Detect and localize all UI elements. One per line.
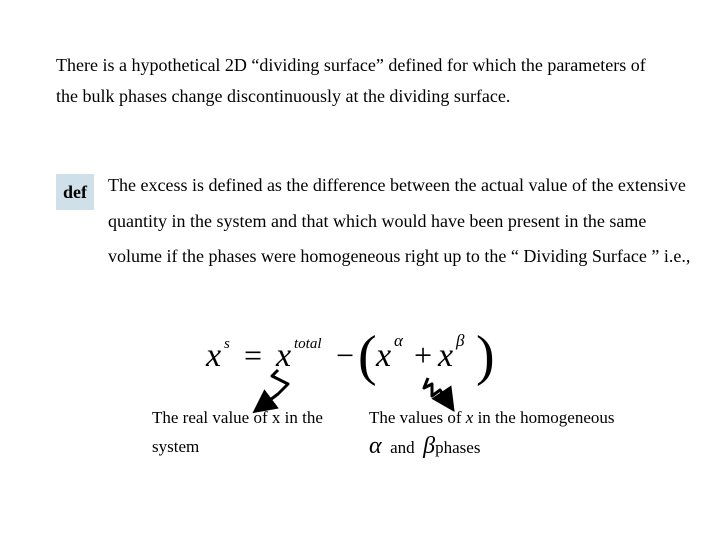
eq-x-s: x [206,337,222,374]
note-beta: β [423,433,436,459]
def-label: def [63,181,87,202]
eq-sup-s: s [224,336,230,352]
eq-minus: − [336,337,355,373]
eq-x-alpha: x [376,337,392,374]
note-phases: phases [435,438,481,457]
note-and: and [390,438,415,457]
note-homogeneous-line2 [369,432,689,462]
eq-sup-total: total [294,336,322,352]
definition-paragraph: The excess is defined as the difference between the actual value of the extensive quantity in the system and that which would have been present in the same volume if the phases were homogeneous right up to the “ Dividing Surface ” i.e., [108,175,691,266]
note-real-value: The real value of x in the system [152,408,323,456]
eq-sup-beta: β [456,331,465,350]
note-alpha: α [369,433,382,459]
note-homogeneous-line1 [369,403,689,432]
eq-x-total: x [276,337,292,374]
arrow-phases [424,378,448,402]
note-suffix: in the homogeneous [477,408,615,427]
eq-equals: = [244,337,263,373]
arrow-total [262,370,288,406]
intro-paragraph: There is a hypothetical 2D “dividing surface” defined for which the parameters of the bulk phases change discontinuously at the dividing surface. [56,55,646,106]
eq-plus: + [414,337,433,373]
note-var-x: x [465,408,474,427]
note-prefix: The values of [369,408,462,427]
eq-open-paren: ( [358,325,377,387]
eq-x-beta: x [438,337,454,374]
eq-sup-alpha: α [394,331,403,350]
eq-close-paren: ) [476,325,495,387]
